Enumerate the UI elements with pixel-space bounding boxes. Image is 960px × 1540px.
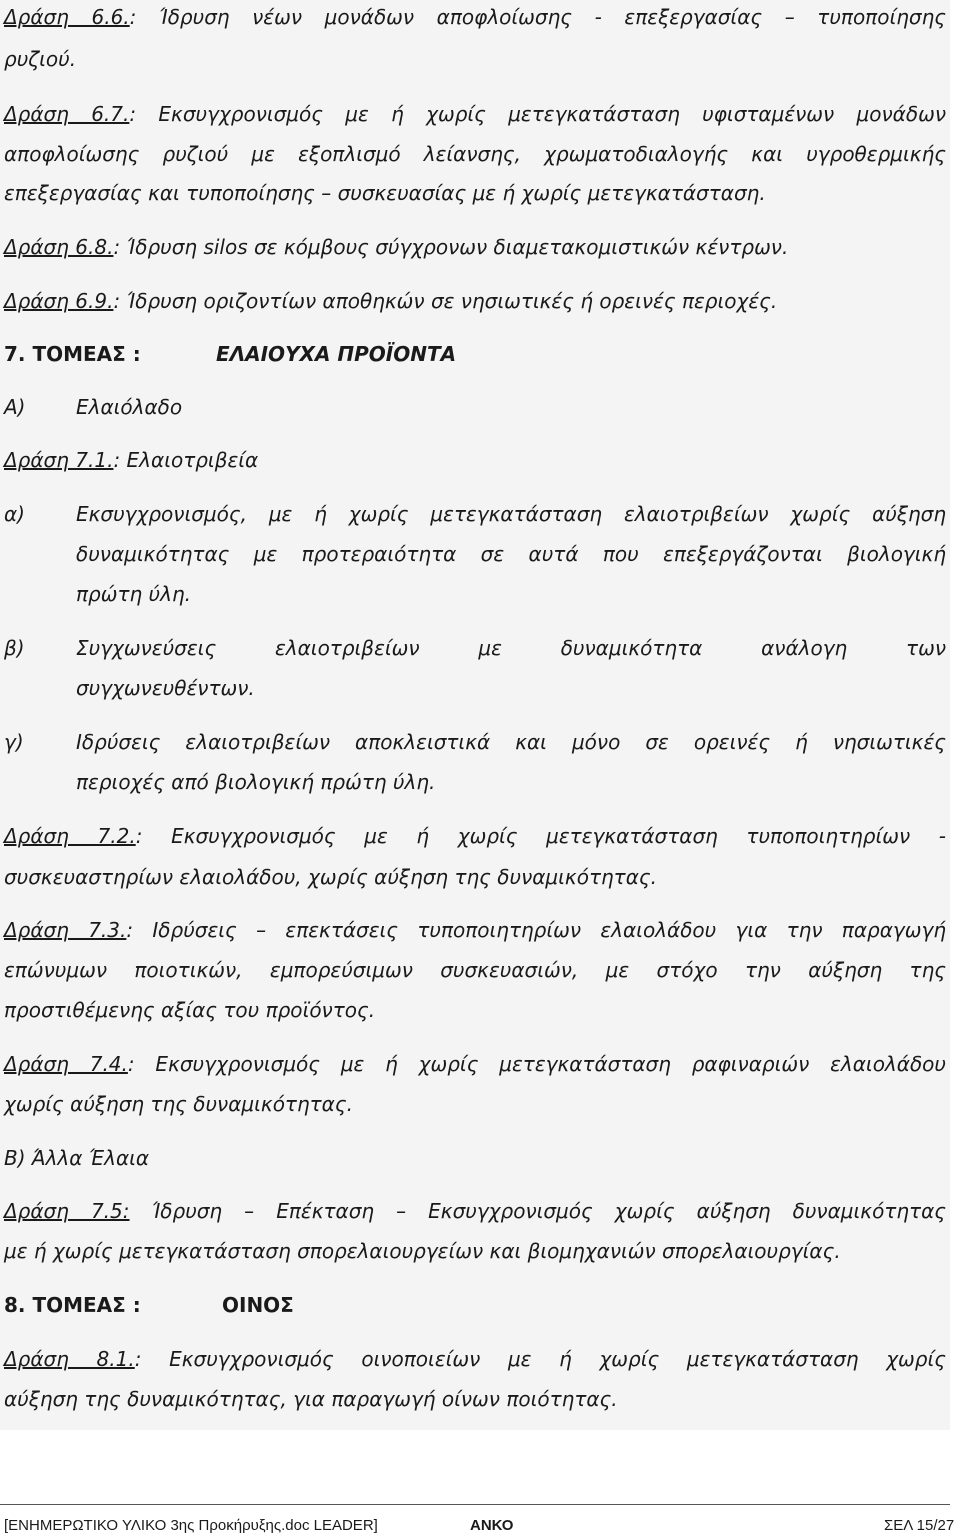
item-gamma-line-2: περιοχές από βιολογική πρώτη ύλη. bbox=[76, 770, 436, 794]
sub-b-title: Β) Άλλα Έλαια bbox=[4, 1146, 150, 1170]
action-7-3-line-2: επώνυμων ποιοτικών, εμπορεύσιμων συσκευασιών, με στόχο την αύξηση της bbox=[4, 958, 946, 982]
item-alpha-line-3: πρώτη ύλη. bbox=[76, 582, 191, 606]
footer-page-number: ΣΕΛ 15/27 bbox=[884, 1517, 955, 1534]
action-7-5-line-2: με ή χωρίς μετεγκατάσταση σπορελαιουργείων και βιομηχανιών σπορελαιουργίας. bbox=[4, 1239, 841, 1263]
item-alpha-line-2: δυναμικότητας με προτεραιότητα σε αυτά που επεξεργάζονται βιολογική bbox=[76, 542, 946, 566]
sector-8-heading: 8. ΤΟΜΕΑΣ : bbox=[4, 1293, 141, 1317]
action-7-3-line-1: Δράση 7.3.: Ιδρύσεις – επεκτάσεις τυποποιητηρίων ελαιολάδου για την παραγωγή bbox=[4, 918, 946, 942]
item-beta-line-1: Συγχωνεύσεις ελαιοτριβείων με δυναμικότητα ανάλογη των bbox=[76, 636, 946, 660]
action-7-5-line-1: Δράση 7.5: Ίδρυση – Επέκταση – Εκσυγχρονισμός χωρίς αύξηση δυναμικότητας bbox=[4, 1199, 946, 1223]
sub-a-title: Ελαιόλαδο bbox=[76, 395, 183, 419]
action-7-1: Δράση 7.1.: Ελαιοτριβεία bbox=[4, 448, 259, 472]
action-6-6-line-1: Δράση 6.6.: Ίδρυση νέων μονάδων αποφλοίωσης - επεξεργασίας – τυποποίησης bbox=[4, 5, 946, 29]
action-8-1-line-1: Δράση 8.1.: Εκσυγχρονισμός οινοποιείων με ή χωρίς μετεγκατάσταση χωρίς bbox=[4, 1347, 946, 1371]
action-7-4-line-1: Δράση 7.4.: Εκσυγχρονισμός με ή χωρίς μετεγκατάσταση ραφιναριών ελαιολάδου bbox=[4, 1052, 946, 1076]
footer-divider bbox=[0, 1504, 950, 1505]
footer-organization: ΑΝΚΟ bbox=[470, 1517, 514, 1534]
action-7-2-line-1: Δράση 7.2.: Εκσυγχρονισμός με ή χωρίς μετεγκατάσταση τυποποιητηρίων - bbox=[4, 824, 946, 848]
item-gamma-label: γ) bbox=[4, 730, 24, 754]
action-7-4-line-2: χωρίς αύξηση της δυναμικότητας. bbox=[4, 1092, 353, 1116]
item-alpha-label: α) bbox=[4, 502, 25, 526]
footer-document-name: [ΕΝΗΜΕΡΩΤΙΚΟ ΥΛΙΚΟ 3ης Προκήρυξης.doc LEADER] bbox=[4, 1517, 378, 1534]
sector-7-name: ΕΛΑΙΟΥΧΑ ΠΡΟΪΟΝΤΑ bbox=[216, 342, 457, 366]
action-7-2-line-2: συσκευαστηρίων ελαιολάδου, χωρίς αύξηση της δυναμικότητας. bbox=[4, 865, 657, 889]
action-6-8: Δράση 6.8.: Ίδρυση silos σε κόμβους σύγχρονων διαμετακομιστικών κέντρων. bbox=[4, 235, 789, 259]
action-6-6-line-2: ρυζιού. bbox=[4, 47, 77, 71]
action-7-3-line-3: προστιθέμενης αξίας του προϊόντος. bbox=[4, 998, 376, 1022]
sector-8-name: ΟΙΝΟΣ bbox=[222, 1293, 294, 1317]
item-alpha-line-1: Εκσυγχρονισμός, με ή χωρίς μετεγκατάσταση ελαιοτριβείων χωρίς αύξηση bbox=[76, 502, 946, 526]
item-gamma-line-1: Ιδρύσεις ελαιοτριβείων αποκλειστικά και μόνο σε ορεινές ή νησιωτικές bbox=[76, 730, 946, 754]
sub-a-label: Α) bbox=[4, 395, 26, 419]
action-6-7-line-2: αποφλοίωσης ρυζιού με εξοπλισμό λείανσης, χρωματοδιαλογής και υγροθερμικής bbox=[4, 142, 946, 166]
action-6-7-line-1: Δράση 6.7.: Εκσυγχρονισμός με ή χωρίς μετεγκατάσταση υφισταμένων μονάδων bbox=[4, 102, 946, 126]
item-beta-line-2: συγχωνευθέντων. bbox=[76, 676, 255, 700]
action-8-1-line-2: αύξηση της δυναμικότητας, για παραγωγή οίνων ποιότητας. bbox=[4, 1387, 618, 1411]
action-6-7-line-3: επεξεργασίας και τυποποίησης – συσκευασίας με ή χωρίς μετεγκατάσταση. bbox=[4, 181, 766, 205]
sector-7-heading: 7. ΤΟΜΕΑΣ : bbox=[4, 342, 141, 366]
item-beta-label: β) bbox=[4, 636, 25, 660]
action-6-9: Δράση 6.9.: Ίδρυση οριζοντίων αποθηκών σε νησιωτικές ή ορεινές περιοχές. bbox=[4, 289, 778, 313]
